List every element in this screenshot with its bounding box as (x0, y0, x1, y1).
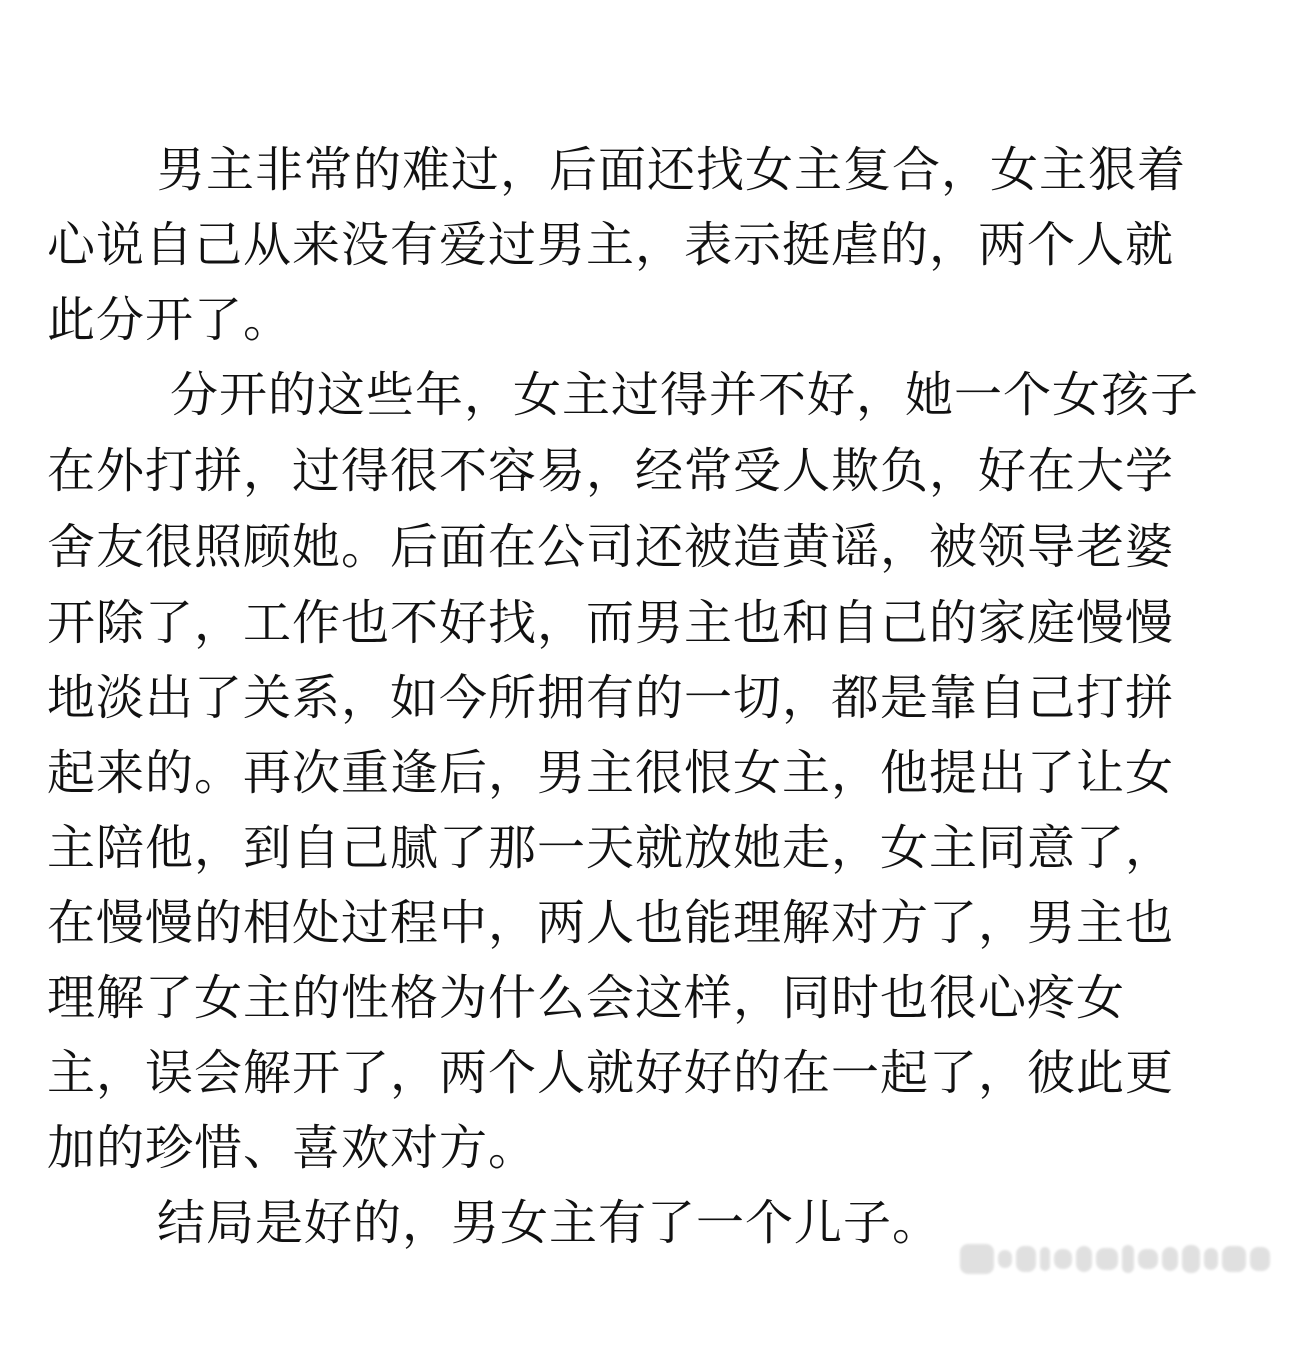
text-line: 分开的这些年，女主过得并不好，她一个女孩子 (170, 367, 1200, 423)
text-line: 舍友很照顾她。后面在公司还被造黄谣，被领导老婆 (47, 519, 1175, 575)
watermark-mark (1054, 1249, 1072, 1269)
text-line: 男主非常的难过，后面还找女主复合，女主狠着 (157, 142, 1187, 198)
text-line: 开除了，工作也不好找，而男主也和自己的家庭慢慢 (47, 595, 1175, 651)
watermark-mark (1076, 1246, 1092, 1272)
watermark-mark (1250, 1247, 1270, 1271)
text-line: 在慢慢的相处过程中，两人也能理解对方了，男主也 (47, 895, 1175, 951)
watermark-mark (1040, 1247, 1050, 1271)
watermark-mark (1016, 1246, 1036, 1272)
text-line: 主陪他，到自己腻了那一天就放她走，女主同意了， (47, 820, 1175, 876)
text-line: 加的珍惜、喜欢对方。 (47, 1120, 538, 1176)
watermark-mark (1204, 1248, 1218, 1270)
text-line: 在外打拼，过得很不容易，经常受人欺负，好在大学 (47, 443, 1175, 499)
watermark-mark (1138, 1249, 1158, 1269)
watermark-mark (1182, 1245, 1200, 1273)
text-line: 结局是好的，男女主有了一个儿子。 (157, 1195, 942, 1251)
watermark-mark (960, 1244, 994, 1274)
text-line: 理解了女主的性格为什么会这样，同时也很心疼女 (47, 970, 1126, 1026)
watermark-mark (1096, 1248, 1118, 1270)
text-line: 主，误会解开了，两个人就好好的在一起了，彼此更 (47, 1045, 1175, 1101)
text-line: 起来的。再次重逢后，男主很恨女主，他提出了让女 (47, 745, 1175, 801)
watermark-mark (998, 1250, 1012, 1268)
text-line: 此分开了。 (47, 292, 293, 348)
text-line: 心说自己从来没有爱过男主，表示挺虐的，两个人就 (47, 217, 1175, 273)
watermark (960, 1241, 1278, 1277)
watermark-mark (1122, 1245, 1134, 1273)
watermark-mark (1222, 1246, 1246, 1272)
watermark-mark (1162, 1247, 1178, 1271)
text-line: 地淡出了关系，如今所拥有的一切，都是靠自己打拼 (47, 670, 1175, 726)
